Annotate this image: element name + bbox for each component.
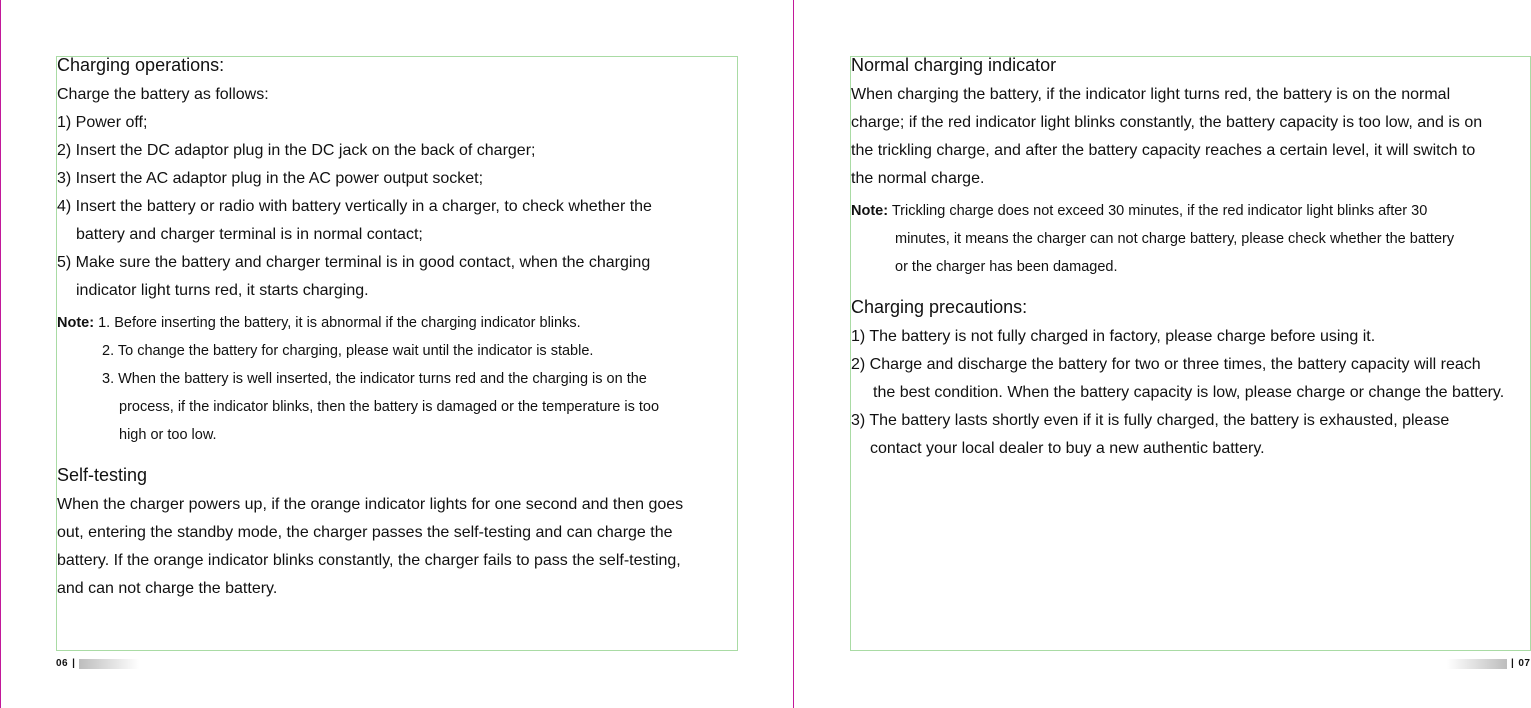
right-note xyxy=(851,197,1529,281)
page-number-right: 07 xyxy=(1518,658,1531,669)
self-testing-line-1: When the charger powers up, if the orange indicator lights for one second and then goes xyxy=(57,496,684,513)
note-item-2: 2. To change the battery for charging, please wait until the indicator is stable. xyxy=(102,343,594,359)
self-testing-line-4: and can not charge the battery. xyxy=(57,580,278,597)
right-note-line-3: or the charger has been damaged. xyxy=(895,259,1118,275)
precaution-3-continued: contact your local dealer to buy a new authentic battery. xyxy=(870,440,1265,457)
right-note-line-2: minutes, it means the charger can not charge battery, please check whether the battery xyxy=(895,231,1455,247)
right-page xyxy=(851,53,1529,463)
spine-line xyxy=(793,0,794,708)
self-testing-line-2: out, entering the standby mode, the charger passes the self-testing and can charge the xyxy=(57,524,673,541)
step-5-continued: indicator light turns red, it starts charging. xyxy=(76,282,369,299)
note-label: Note: xyxy=(851,203,889,219)
step-5: 5) Make sure the battery and charger terminal is in good contact, when the charging xyxy=(57,254,651,271)
note-label: Note: xyxy=(57,315,95,331)
normal-charging-heading: Normal charging indicator xyxy=(851,55,1057,75)
precaution-2: 2) Charge and discharge the battery for two or three times, the battery capacity will reach xyxy=(851,356,1481,373)
precaution-2-continued: the best condition. When the battery capacity is low, please charge or change the battery. xyxy=(873,384,1505,401)
normal-line-2: charge; if the red indicator light blinks constantly, the battery capacity is too low, and is on xyxy=(851,114,1483,131)
right-note-row-1 xyxy=(851,197,1529,225)
note-item-3: 3. When the battery is well inserted, the indicator turns red and the charging is on the xyxy=(102,371,647,387)
step-3: 3) Insert the AC adaptor plug in the AC power output socket; xyxy=(57,170,484,187)
note-item-3-end: high or too low. xyxy=(119,427,217,443)
charging-precautions-heading: Charging precautions: xyxy=(851,297,1028,317)
precaution-3: 3) The battery lasts shortly even if it is fully charged, the battery is exhausted, please xyxy=(851,412,1450,429)
precaution-1: 1) The battery is not fully charged in factory, please charge before using it. xyxy=(851,328,1376,345)
folio-divider: | xyxy=(1511,658,1515,669)
right-folio xyxy=(1447,659,1530,669)
folio-gradient-bar xyxy=(79,659,139,669)
folio-gradient-bar xyxy=(1447,659,1507,669)
normal-line-4: the normal charge. xyxy=(851,170,985,187)
left-page xyxy=(57,53,737,603)
folio-divider: | xyxy=(72,658,76,669)
normal-line-1: When charging the battery, if the indicator light turns red, the battery is on the normal xyxy=(851,86,1451,103)
self-testing-heading: Self-testing xyxy=(57,465,148,485)
note-item-3-continued: process, if the indicator blinks, then the battery is damaged or the temperature is too xyxy=(119,399,660,415)
step-4-continued: battery and charger terminal is in normal contact; xyxy=(76,226,423,243)
self-testing-line-3: battery. If the orange indicator blinks constantly, the charger fails to pass the self-testing, xyxy=(57,552,681,569)
right-note-line-1: Trickling charge does not exceed 30 minutes, if the red indicator light blinks after 30 xyxy=(891,203,1428,219)
step-2: 2) Insert the DC adaptor plug in the DC jack on the back of charger; xyxy=(57,142,536,159)
normal-line-3: the trickling charge, and after the battery capacity reaches a certain level, it will switch to xyxy=(851,142,1476,159)
charging-operations-heading: Charging operations: xyxy=(57,55,225,75)
left-edge-line xyxy=(0,0,1,708)
left-note-row-1 xyxy=(57,309,737,337)
intro-text: Charge the battery as follows: xyxy=(57,86,269,103)
note-item-1: 1. Before inserting the battery, it is abnormal if the charging indicator blinks. xyxy=(98,315,581,331)
left-folio xyxy=(56,659,139,669)
step-1: 1) Power off; xyxy=(57,114,148,131)
left-note xyxy=(57,309,737,449)
step-4: 4) Insert the battery or radio with battery vertically in a charger, to check whether the xyxy=(57,198,652,215)
page-number-left: 06 xyxy=(56,658,69,669)
